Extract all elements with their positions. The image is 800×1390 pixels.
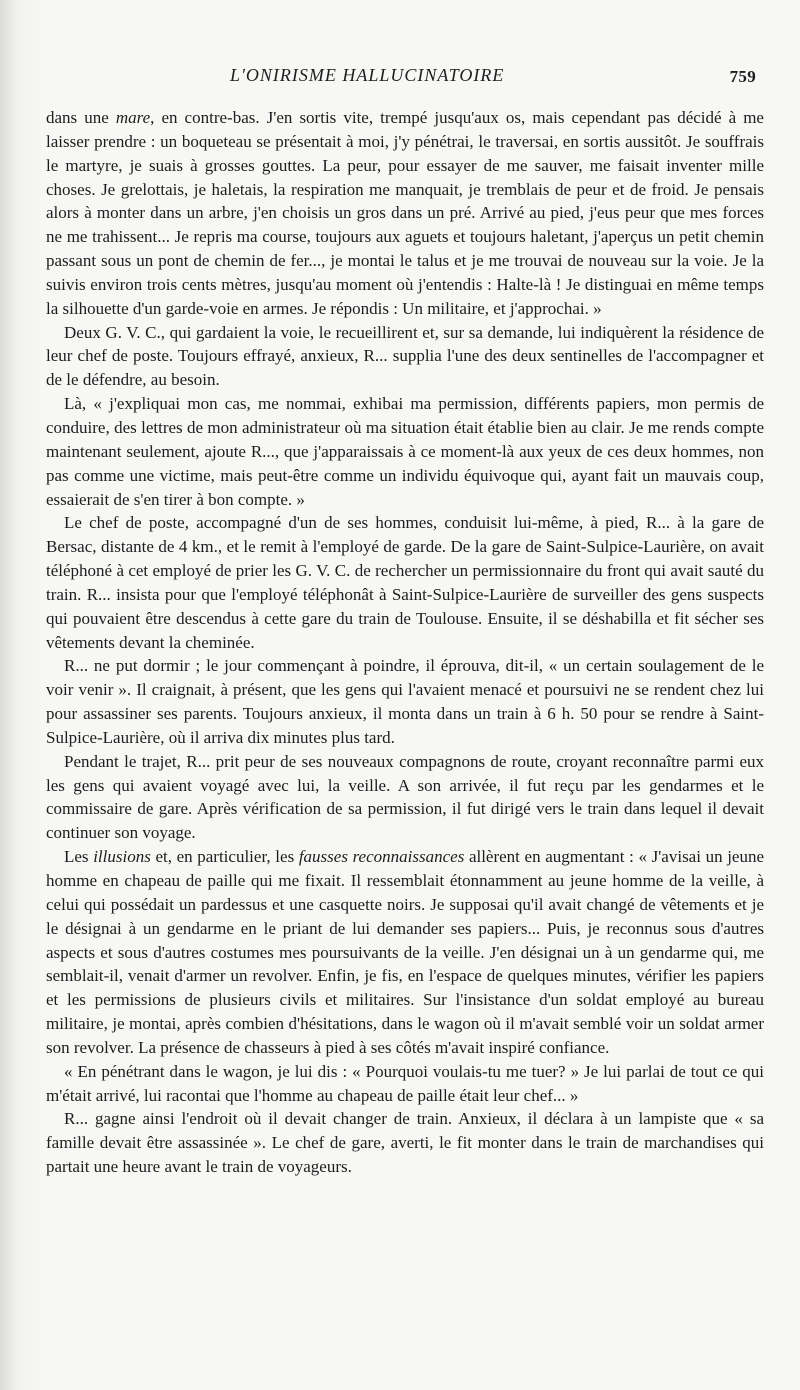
paragraph-7-after: allèrent en augmentant : « J'avisai un jeune homme en chapeau de paille qui me fixait. Il ressemblait étonnamment au jeune homme de la veille, à celui qui possédait un pardessus et une casquette noirs. Je supposai qu'il avait changé de vêtements et je le désignai à un gendarme en le priant de lui demander ses papiers... Puis, je reconnus sous d'autres aspects et sous d'autres costumes mes poursuivants de la veille. J'en désignai un à un gendarme qui, me semblait-il, venait d'armer un revolver. Enfin, je fis, en l'espace de quelques minutes, vérifier les papiers et les permissions de plusieurs civils et militaires. Sur l'insistance d'un soldat employé au bureau militaire, je montai, après combien d'hésitations, dans le wagon où il m'avait semblé voir un soldat armer son revolver. La présence de chasseurs à pied à ses côtés m'avait inspiré confiance.	[46, 847, 765, 1057]
paragraph-1-emphasis: mare	[115, 108, 151, 127]
running-title: L'ONIRISME HALLUCINATOIRE	[230, 65, 505, 85]
paragraph-9: R... gagne ainsi l'endroit où il devait changer de train. Anxieux, il déclara à un lampiste que « sa famille devait être assassinée ». Le chef de gare, averti, le fit monter dans le train de marchandises qui partait une heure avant le train de voyageurs.	[46, 1109, 764, 1177]
paragraph-7-middle: et, en particulier, les	[150, 847, 299, 867]
page-number: 759	[729, 67, 756, 86]
paragraph-5: R... ne put dormir ; le jour commençant à poindre, il éprouva, dit-il, « un certain soulagement de le voir venir ». Il craignait, à présent, que les gens qui l'avaient menacé et poursuivi ne se rendent chez lui pour assassiner ses parents. Toujours anxieux, il monta dans un train à 6 h. 50 pour se rendre à Saint-Sulpice-Laurière, où il arriva dix minutes plus tard.	[46, 656, 764, 747]
page-header	[46, 62, 764, 88]
paragraph-1-before: dans une	[46, 108, 116, 127]
paragraph-6: Pendant le trajet, R... prit peur de ses nouveaux compagnons de route, croyant reconnaître parmi eux les gens qui avaient voyagé avec lui, la veille. A son arrivée, il fut reçu par les gendarmes et le commissaire de gare. Après vérification de sa permission, il fut dirigé vers le train dans lequel il devait continuer son voyage.	[46, 751, 764, 843]
paragraph-4: Le chef de poste, accompagné d'un de ses hommes, conduisit lui-même, à pied, R... à la gare de Bersac, distante de 4 km., et le remit à l'employé de garde. De la gare de Saint-Sulpice-Laurière, on avait téléphoné à cet employé de prier les G. V. C. de rechercher un permissionnaire du front qui avait sauté du train. R... insista pour que l'employé téléphonât à Saint-Sulpice-Laurière de surveiller des gens suspects qui pouvaient être descendus à cette gare du train de Toulouse. Ensuite, il se déshabilla et fit sécher ses vêtements devant la cheminée.	[46, 513, 764, 652]
paragraph-8: « En pénétrant dans le wagon, je lui dis : « Pourquoi voulais-tu me tuer? » Je lui parlai de tout ce qui m'était arrivé, lui racontai que l'homme au chapeau de paille était leur chef... »	[46, 1061, 764, 1105]
paragraph-3: Là, « j'expliquai mon cas, me nommai, exhibai ma permission, différents papiers, mon permis de conduire, des lettres de mon administrateur où ma situation était établie bien au clair. Je me rends compte maintenant seulement, ajoute R..., que j'apparaissais à ce moment-là aux yeux de ces deux hommes, non pas comme une victime, mais peut-être comme un individu équivoque qui, ayant fait un mauvais coup, essaierait de s'en tirer à bon compte. »	[46, 394, 764, 509]
paragraph-1	[46, 106, 764, 321]
paragraph-2: Deux G. V. C., qui gardaient la voie, le recueillirent et, sur sa demande, lui indiquèrent la résidence de leur chef de poste. Toujours effrayé, anxieux, R... supplia l'une des deux sentinelles de l'accompagner et de le défendre, au besoin.	[46, 322, 764, 390]
paragraph-7-emphasis-2: fausses reconnaissances	[298, 847, 465, 867]
main-text	[46, 106, 764, 1179]
paragraph-7-emphasis-1: illusions	[93, 847, 151, 867]
paragraph-7	[46, 845, 764, 1060]
paragraph-1-after: , en contre-bas. J'en sortis vite, trempé jusqu'aux os, mais cependant pas décidé à me laisser prendre : un boqueteau se présentait à moi, j'y pénétrai, le traversai, en sortis aussitôt. Je souffrais le martyre, je suais à grosses gouttes. La peur, pour essayer de me sauver, me faisait inventer mille choses. Je grelottais, je haletais, la respiration me manquait, je tremblais de peur et de froid. Je pensais alors à monter dans un arbre, j'en choisis un gros dans un pré. Arrivé au pied, j'eus peur que mes forces ne me trahissent... Je repris ma course, toujours aux aguets et toujours haletant, j'aperçus un petit chemin passant sous un pont de chemin de fer..., je montai le talus et je me trouvai de nouveau sur la voie. Je la suivis environ trois cents mètres, jusqu'au moment où j'entendis : Halte-là ! Je distinguai en même temps la silhouette d'un garde-voie en armes. Je répondis : Un militaire, et j'approchai. »	[46, 108, 764, 318]
paragraph-7-before: Les	[64, 847, 94, 867]
